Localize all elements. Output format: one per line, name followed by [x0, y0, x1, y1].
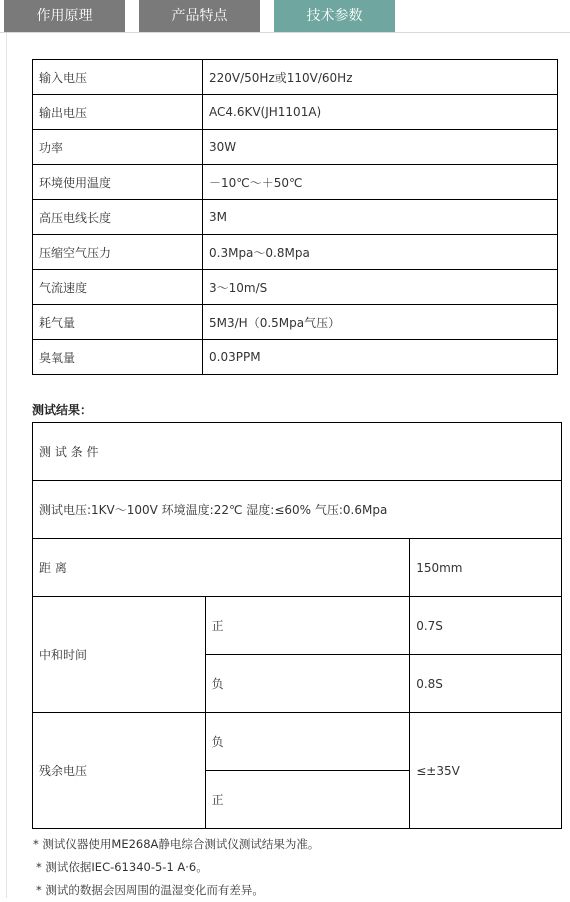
table-row	[33, 597, 562, 655]
table-row	[33, 305, 558, 340]
distance-value: 150mm	[410, 539, 562, 597]
spec-value: 0.03PPM	[203, 340, 558, 375]
conditions-title: 测 试 条 件	[33, 423, 562, 481]
spec-value: 3～10m/S	[203, 270, 558, 305]
table-row	[33, 713, 562, 771]
spec-key: 臭氧量	[33, 340, 203, 375]
tab-bar	[0, 0, 570, 33]
residual-negative-label: 负	[205, 713, 410, 771]
table-row	[33, 130, 558, 165]
tab-technical-parameters[interactable]: 技术参数	[274, 0, 395, 32]
note-line: * 测试的数据会因周围的温湿变化而有差异。	[36, 883, 264, 897]
spec-key: 输出电压	[33, 95, 203, 130]
distance-label: 距 离	[33, 539, 410, 597]
spec-value: 220V/50Hz或110V/60Hz	[203, 60, 558, 95]
spec-key: 压缩空气压力	[33, 235, 203, 270]
note-line: * 测试依据IEC-61340-5-1 A·6。	[36, 860, 208, 874]
table-row	[33, 235, 558, 270]
table-row	[33, 423, 562, 481]
spec-key: 高压电线长度	[33, 200, 203, 235]
tab-content	[6, 33, 570, 898]
spec-value: 0.3Mpa～0.8Mpa	[203, 235, 558, 270]
spec-table	[32, 59, 558, 375]
residual-positive-label: 正	[205, 771, 410, 829]
tab-working-principle[interactable]: 作用原理	[4, 0, 125, 32]
spec-value: AC4.6KV(JH1101A)	[203, 95, 558, 130]
spec-key: 环境使用温度	[33, 165, 203, 200]
spec-key: 输入电压	[33, 60, 203, 95]
note-line: * 测试仪器使用ME268A静电综合测试仪测试结果为准。	[33, 837, 320, 851]
tab-product-features[interactable]: 产品特点	[139, 0, 260, 32]
test-results-heading: 测试结果：	[32, 403, 93, 417]
neutralization-time-label: 中和时间	[33, 597, 206, 713]
spec-value: 5M3/H（0.5Mpa气压）	[203, 305, 558, 340]
spec-key: 功率	[33, 130, 203, 165]
neutralization-positive-label: 正	[205, 597, 410, 655]
spec-value: 30W	[203, 130, 558, 165]
table-row	[33, 481, 562, 539]
table-row	[33, 270, 558, 305]
spec-value: 3M	[203, 200, 558, 235]
spec-value: －10℃～＋50℃	[203, 165, 558, 200]
residual-voltage-value: ≤±35V	[410, 713, 562, 829]
table-row	[33, 340, 558, 375]
table-row	[33, 60, 558, 95]
residual-voltage-label: 残余电压	[33, 713, 206, 829]
neutralization-negative-label: 负	[205, 655, 410, 713]
neutralization-positive-value: 0.7S	[410, 597, 562, 655]
table-row	[33, 539, 562, 597]
table-row	[33, 165, 558, 200]
table-row	[33, 95, 558, 130]
spec-key: 耗气量	[33, 305, 203, 340]
spec-key: 气流速度	[33, 270, 203, 305]
table-row	[33, 200, 558, 235]
test-results-table	[32, 422, 562, 829]
notes	[33, 833, 319, 902]
conditions-text: 测试电压:1KV～100V 环境温度:22℃ 湿度:≤60% 气压:0.6Mpa	[33, 481, 562, 539]
neutralization-negative-value: 0.8S	[410, 655, 562, 713]
